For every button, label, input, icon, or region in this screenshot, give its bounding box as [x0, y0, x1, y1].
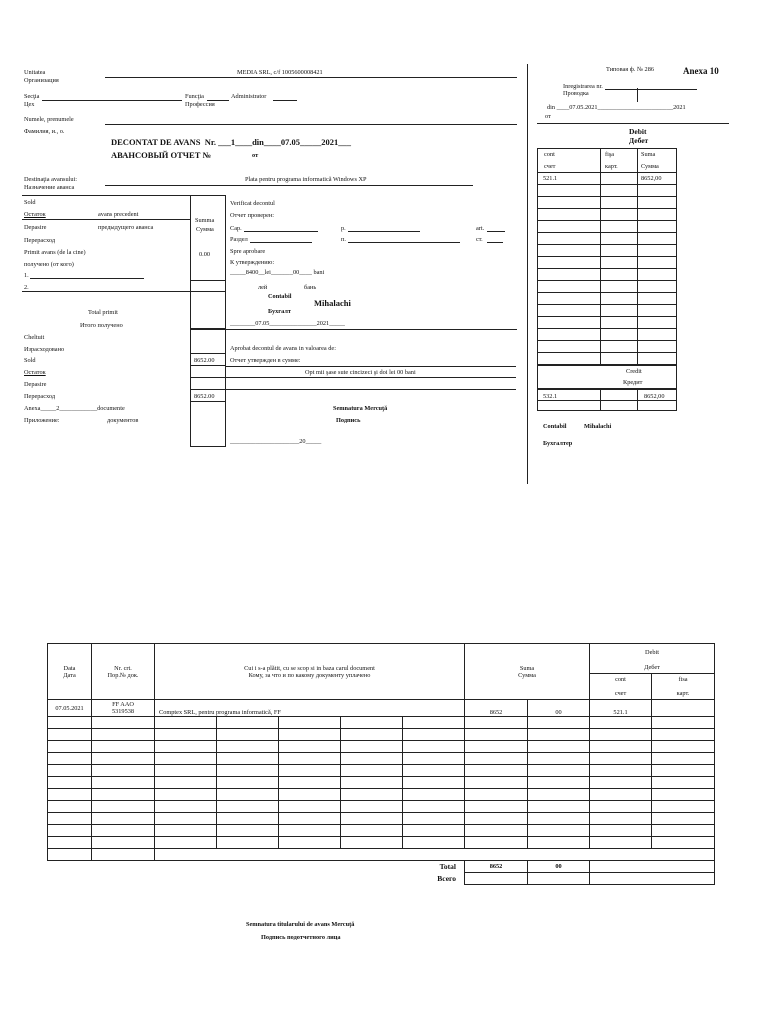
debit-row-suma: 8652,00 [641, 175, 662, 182]
cap-label: Cap. [230, 225, 242, 232]
table-row [48, 700, 715, 717]
debit-row-cont: 521.1 [543, 175, 558, 182]
th-debit: Debit [590, 644, 715, 662]
right-ot: от [545, 113, 551, 120]
lei-ru: лей [258, 284, 268, 291]
col-cont: cont [544, 151, 555, 158]
depasire-2: Depasire [24, 381, 47, 388]
total-row [48, 861, 715, 873]
ostatok-label: Остаток [24, 211, 46, 218]
spre-aprobare: Spre aprobare [230, 248, 266, 255]
total-label: Total [48, 861, 465, 873]
row1-lei: 8652 [465, 700, 528, 717]
total-primit: Total primit [88, 309, 118, 316]
functia-label: Funcţia [185, 93, 204, 100]
verify-date: ________07.05_______________2021_____ [230, 320, 345, 327]
art-label: art. [476, 225, 485, 232]
credit-row-suma: 8652,00 [644, 393, 665, 400]
right-buhgalter: Бухгалтер [543, 440, 573, 447]
destinatia-label: Destinaţia avansului: [24, 176, 77, 183]
right-debit: Debit [629, 127, 647, 136]
row1-date: 07.05.2021 [48, 700, 92, 717]
credit-header [537, 365, 677, 389]
spre-amount: _____8400__lei_______00____ bani [230, 269, 325, 276]
th-data: Data Дата [48, 644, 92, 700]
sectia-label: Secţia [24, 93, 40, 100]
tseh-label: Цех [24, 101, 35, 108]
sum-depasire: 8652.00 [194, 393, 215, 400]
row1-fisa [652, 700, 715, 717]
bani-ru: бань [304, 284, 317, 291]
right-kredit: Кредит [623, 379, 643, 386]
total-bani: 00 [528, 861, 590, 873]
col-schet: счет [544, 163, 556, 170]
sold-label: Sold [24, 199, 36, 206]
pererashod-2: Перерасход [24, 393, 56, 400]
prilozhenie: Приложение: [24, 417, 60, 424]
expense-table [47, 643, 715, 885]
right-debet: Дебет [629, 136, 649, 145]
vsego-label: Всего [437, 874, 457, 883]
anexa-line: Anexa_____2____________documente [24, 405, 125, 412]
line-2: 2. [24, 284, 29, 291]
provodka: Проводка [563, 90, 589, 97]
table-row [48, 837, 715, 849]
destinatia-value: Plata pentru programa informatică Windows XP [245, 176, 367, 183]
predidushego: предыдущего аванса [98, 224, 154, 231]
title-ro: DECONTAT DE AVANS Nr. ___1____din____07.05_____2021___ [111, 137, 352, 147]
company-name: MEDIA SRL, c/f 1005600008421 [237, 69, 323, 76]
title-ot: от [252, 152, 259, 159]
year-20-line: ______________________20_____ [230, 438, 322, 445]
depasire-label: Depasire [24, 224, 47, 231]
th-suma: Suma Сумма [465, 644, 590, 700]
th-cont: cont счет [590, 674, 652, 700]
unitatea-label: Unitatea [24, 69, 46, 76]
p-ru-label: п. [341, 236, 346, 243]
col-fisa: fişa [605, 151, 615, 158]
table-row [48, 717, 715, 729]
col-kart: карт. [605, 163, 618, 170]
razdel-label: Раздел [230, 236, 248, 243]
izrashodovano: Израсходовано [24, 346, 65, 353]
dokumentov: документов [107, 417, 139, 424]
podpis: Подпись [336, 417, 361, 424]
itogo: Итого получено [80, 322, 123, 329]
th-nr: Nr. crt. Пор.№ док. [92, 644, 155, 700]
table-row [48, 741, 715, 753]
inregistrarea: Inregistrarea nr. [563, 83, 603, 90]
th-description: Cui i s-a plătit, cu se scop si in baza carul document Кому, за что и по какому документу уплачено [155, 644, 465, 700]
functia-value: Administrator [231, 93, 267, 100]
row1-desc: Comptex SRL, pentru programa informatică, FF [155, 700, 465, 717]
contabil-label: Contabil [268, 293, 292, 300]
numele-label: Numele, prenumele [24, 116, 74, 123]
amount-words: Opt mii şase sute cincizeci şi doi lei 00 bani [305, 369, 416, 376]
verificat: Verificat decontul [230, 200, 275, 207]
table-row [48, 849, 715, 861]
total-lei: 8652 [465, 861, 528, 873]
footer-podpis: Подпись подотчетного лица [261, 934, 341, 941]
table-row [48, 753, 715, 765]
table-row [48, 777, 715, 789]
sum-cheltuit: 8652.00 [194, 357, 215, 364]
credit-row-cont: 532.1 [543, 393, 558, 400]
row1-nr: FF AAO 5319538 [92, 700, 155, 717]
right-credit: Credit [626, 368, 642, 375]
th-debet: Дебет [590, 662, 715, 674]
buhgalt-label: Бухгалт [268, 308, 291, 315]
right-din-date: din ____07.05.2021________________________2021 [547, 104, 686, 111]
col-summa: Сумма [641, 163, 659, 170]
table-row [48, 765, 715, 777]
aprobat: Aprobat decontul de avans in valoarea de: [230, 345, 336, 352]
anexa-10: Anexa 10 [683, 66, 719, 76]
line-1: 1. [24, 272, 29, 279]
primit-avans: Primit avans (de la cine) [24, 249, 86, 256]
proveren: Отчет проверен: [230, 212, 275, 219]
familiia-label: Фамилия, и., о. [24, 128, 65, 135]
cheltuit: Cheltuit [24, 334, 45, 341]
sum-zero: 0.00 [199, 251, 211, 258]
table-row [48, 729, 715, 741]
st-label: ст. [476, 236, 483, 243]
tipovaia: Типовая ф. № 286 [606, 66, 654, 73]
col-suma: Suma [641, 151, 656, 158]
table-row [48, 789, 715, 801]
polucheno: получено (от кого) [24, 261, 74, 268]
vsego-row [48, 873, 715, 885]
ostatok-2: Остаток [24, 369, 46, 376]
title-ru: АВАНСОВЫЙ ОТЧЕТ № [111, 150, 212, 160]
semnatura: Semnatura Mercuţă [333, 405, 388, 412]
right-contabil-name: Mihalachi [584, 423, 612, 430]
table-row [48, 825, 715, 837]
organizatsia-label: Организация [24, 77, 59, 84]
footer-signature: Semnatura titularului de avans Mercuţă [246, 921, 355, 928]
sum-header-ru: Сумма [196, 226, 214, 233]
naznachenie-label: Назначение аванса [24, 184, 75, 191]
table-row [48, 813, 715, 825]
contabil-name: Mihalachi [314, 298, 351, 308]
sold-2: Sold [24, 357, 36, 364]
row1-cont: 521.1 [590, 700, 652, 717]
row1-bani: 00 [528, 700, 590, 717]
sum-header-ro: Summa [195, 217, 215, 224]
pererashod-label: Перерасход [24, 237, 56, 244]
utverzhden: Отчет утвержден в сумме: [230, 357, 301, 364]
professia-label: Профессия [185, 101, 215, 108]
right-contabil: Contabil [543, 423, 567, 430]
th-fisa: fisa карт. [652, 674, 715, 700]
avans-precedent: avans precedent [98, 211, 139, 218]
p-label: p. [341, 225, 346, 232]
table-row [48, 801, 715, 813]
k-utverzhdeniyu: К утверждению: [230, 259, 275, 266]
